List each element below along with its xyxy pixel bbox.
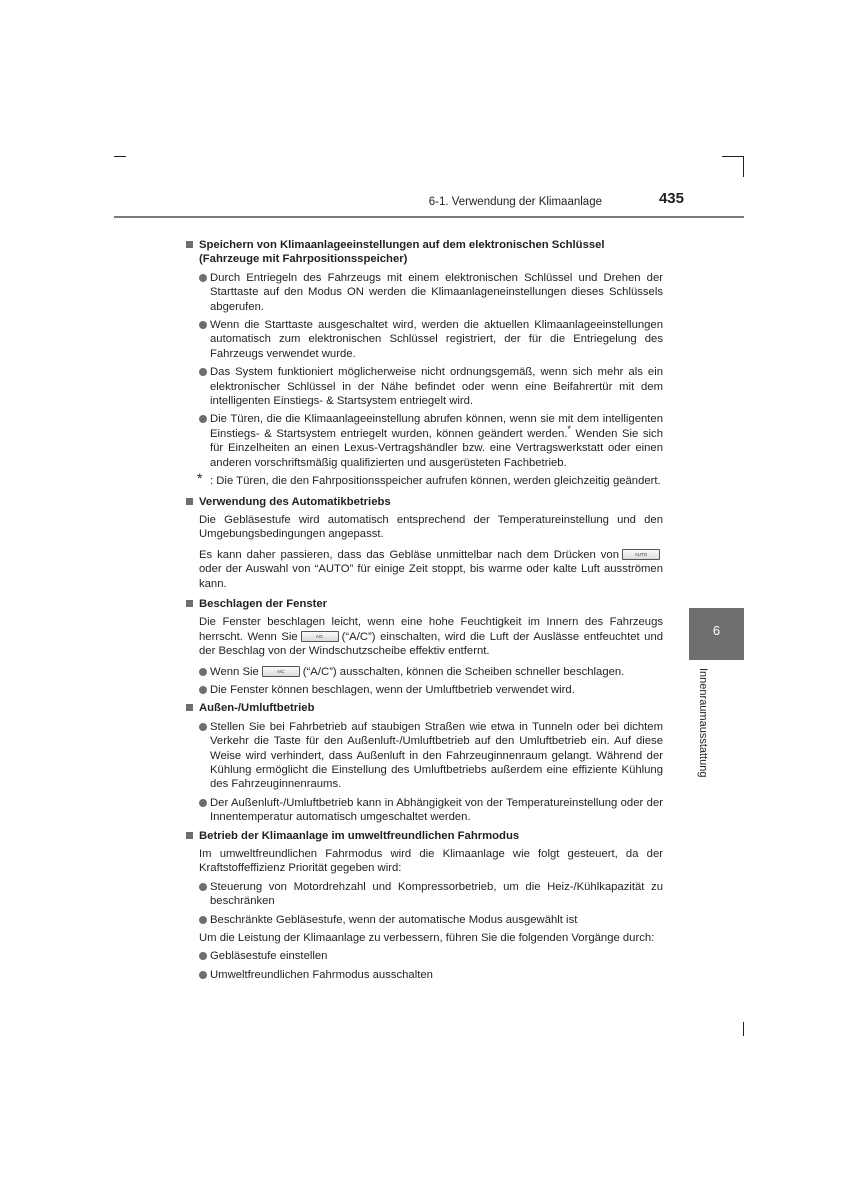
square-bullet-icon	[186, 498, 193, 505]
paragraph: Im umweltfreundlichen Fahrmodus wird die Klimaanlage wie folgt gesteuert, da der Kraftstoffeffizienz Priorität gegeben wird:	[199, 848, 663, 875]
square-bullet-icon	[186, 704, 193, 711]
ac-button-icon: A/C	[262, 666, 300, 677]
crop-mark	[743, 157, 744, 177]
section-window-fogging	[186, 597, 663, 697]
chapter-side-label	[695, 668, 709, 818]
list-item: Umweltfreundlichen Fahrmodus ausschalten	[186, 968, 663, 982]
footnote-mark: *	[197, 470, 203, 487]
ac-button-icon: A/C	[301, 631, 339, 642]
square-bullet-icon	[186, 600, 193, 607]
round-bullet-icon	[199, 883, 207, 891]
auto-button-icon: AUTO	[622, 549, 660, 560]
page-number: 435	[658, 190, 684, 207]
page-content	[186, 238, 663, 986]
list-item: Beschränkte Gebläsestufe, wenn der automatische Modus ausgewählt ist	[186, 913, 663, 927]
list-item: Die Fenster können beschlagen, wenn der Umluftbetrieb verwendet wird.	[186, 683, 663, 697]
crop-mark	[114, 156, 126, 157]
round-bullet-icon	[199, 799, 207, 807]
list-item: Die Türen, die die Klimaanlageeinstellung abrufen können, wenn sie mit dem intelligenten Einstiegs- & Startsystem entriegelt wurden, können geändert werden.* Wenden Sie sich für Einzelheiten an einen Lexus-Vertragshändler bzw. eine Vertragswerkstatt oder einen anderen vorschriftsmäßig qualifizierten und ausgerüsteten Fachbetrieb.	[186, 412, 663, 470]
section-heading: Speichern von Klimaanlageeinstellungen auf dem elektronischen Schlüssel (Fahrzeuge mit Fahrpositionsspeicher)	[186, 238, 663, 267]
list-item: Das System funktioniert möglicherweise nicht ordnungsgemäß, wenn sich mehr als ein elektronischer Schlüssel in der Nähe befindet oder wenn eine Beifahrertür mit dem intelligenten Einstiegs- & Startsystem entriegelt wird.	[186, 365, 663, 408]
list-item: Stellen Sie bei Fahrbetrieb auf staubigen Straßen wie etwa in Tunneln oder bei dichtem Verkehr die Taste für den Außenluft-/Umluftbetrieb auf den Umluftbetrieb ein. Auf diese Weise wird verhindert, dass Außenluft in den Fahrzeuginnenraum gelangt. Während der Kühlung ermöglicht die Einstellung des Umluftbetriebs außerdem eine effiziente Kühlung des Fahrzeuginnenraums.	[186, 720, 663, 792]
crop-mark	[743, 1022, 744, 1036]
round-bullet-icon	[199, 415, 207, 423]
section-key-settings	[186, 238, 663, 489]
list-item: Wenn Sie A/C (“A/C”) ausschalten, können die Scheiben schneller beschlagen.	[186, 665, 663, 679]
round-bullet-icon	[199, 916, 207, 924]
round-bullet-icon	[199, 368, 207, 376]
round-bullet-icon	[199, 321, 207, 329]
chapter-tab	[689, 608, 744, 660]
section-eco-mode	[186, 829, 663, 983]
paragraph: Die Gebläsestufe wird automatisch entsprechend der Temperatureinstellung und den Umgebungsbedingungen angepasst.	[199, 513, 663, 541]
list-item: Der Außenluft-/Umluftbetrieb kann in Abhängigkeit von der Temperatureinstellung oder der Innentemperatur automatisch umgeschaltet werden.	[186, 796, 663, 825]
section-heading: Verwendung des Automatikbetriebs	[186, 495, 663, 509]
list-item: Gebläsestufe einstellen	[186, 949, 663, 963]
list-item: Steuerung von Motordrehzahl und Kompressorbetrieb, um die Heiz-/Kühlkapazität zu beschränken	[186, 880, 663, 909]
round-bullet-icon	[199, 952, 207, 960]
round-bullet-icon	[199, 723, 207, 731]
paragraph: Um die Leistung der Klimaanlage zu verbessern, führen Sie die folgenden Vorgänge durch:	[199, 932, 655, 945]
round-bullet-icon	[199, 686, 207, 694]
header-rule	[114, 216, 744, 218]
paragraph: Die Fenster beschlagen leicht, wenn eine hohe Feuchtigkeit im Innern des Fahrzeugs herrscht. Wenn Sie A/C (“A/C”) einschalten, wird die Luft der Auslässe entfeuchtet und der Beschlag von der Windschutzscheibe effektiv entfernt.	[199, 616, 664, 658]
round-bullet-icon	[199, 971, 207, 979]
list-item: Wenn die Starttaste ausgeschaltet wird, werden die aktuellen Klimaanlageeinstellungen automatisch zum elektronischen Schlüssel registriert, der für die Entriegelung des Fahrzeugs verwendet wurde.	[186, 318, 663, 361]
footnote-mark: *	[567, 424, 571, 435]
section-heading: Betrieb der Klimaanlage im umweltfreundlichen Fahrmodus	[186, 829, 663, 843]
chapter-title: 6-1. Verwendung der Klimaanlage	[428, 196, 602, 208]
round-bullet-icon	[199, 274, 207, 282]
square-bullet-icon	[186, 241, 193, 248]
section-heading: Außen-/Umluftbetrieb	[186, 701, 663, 715]
crop-mark	[722, 156, 744, 157]
chapter-number: 6	[712, 623, 721, 638]
section-heading: Beschlagen der Fenster	[186, 597, 663, 611]
paragraph: Es kann daher passieren, dass das Gebläse unmittelbar nach dem Drücken von AUTOoder der Auswahl von “AUTO” für einige Zeit stoppt, bis warme oder kalte Luft ausströmen kann.	[199, 548, 663, 590]
chapter-label-text: Innenraumausstattung	[697, 668, 709, 778]
section-automatic-mode	[186, 495, 663, 591]
round-bullet-icon	[199, 668, 207, 676]
footnote: * : Die Türen, die den Fahrpositionsspeicher aufrufen können, werden gleichzeitig geändert.	[197, 470, 661, 488]
section-recirculation	[186, 701, 663, 824]
list-item: Durch Entriegeln des Fahrzeugs mit einem elektronischen Schlüssel und Drehen der Starttaste auf den Modus ON werden die Klimaanlageneinstellungen dieses Schlüssels abgerufen.	[186, 271, 663, 314]
square-bullet-icon	[186, 832, 193, 839]
